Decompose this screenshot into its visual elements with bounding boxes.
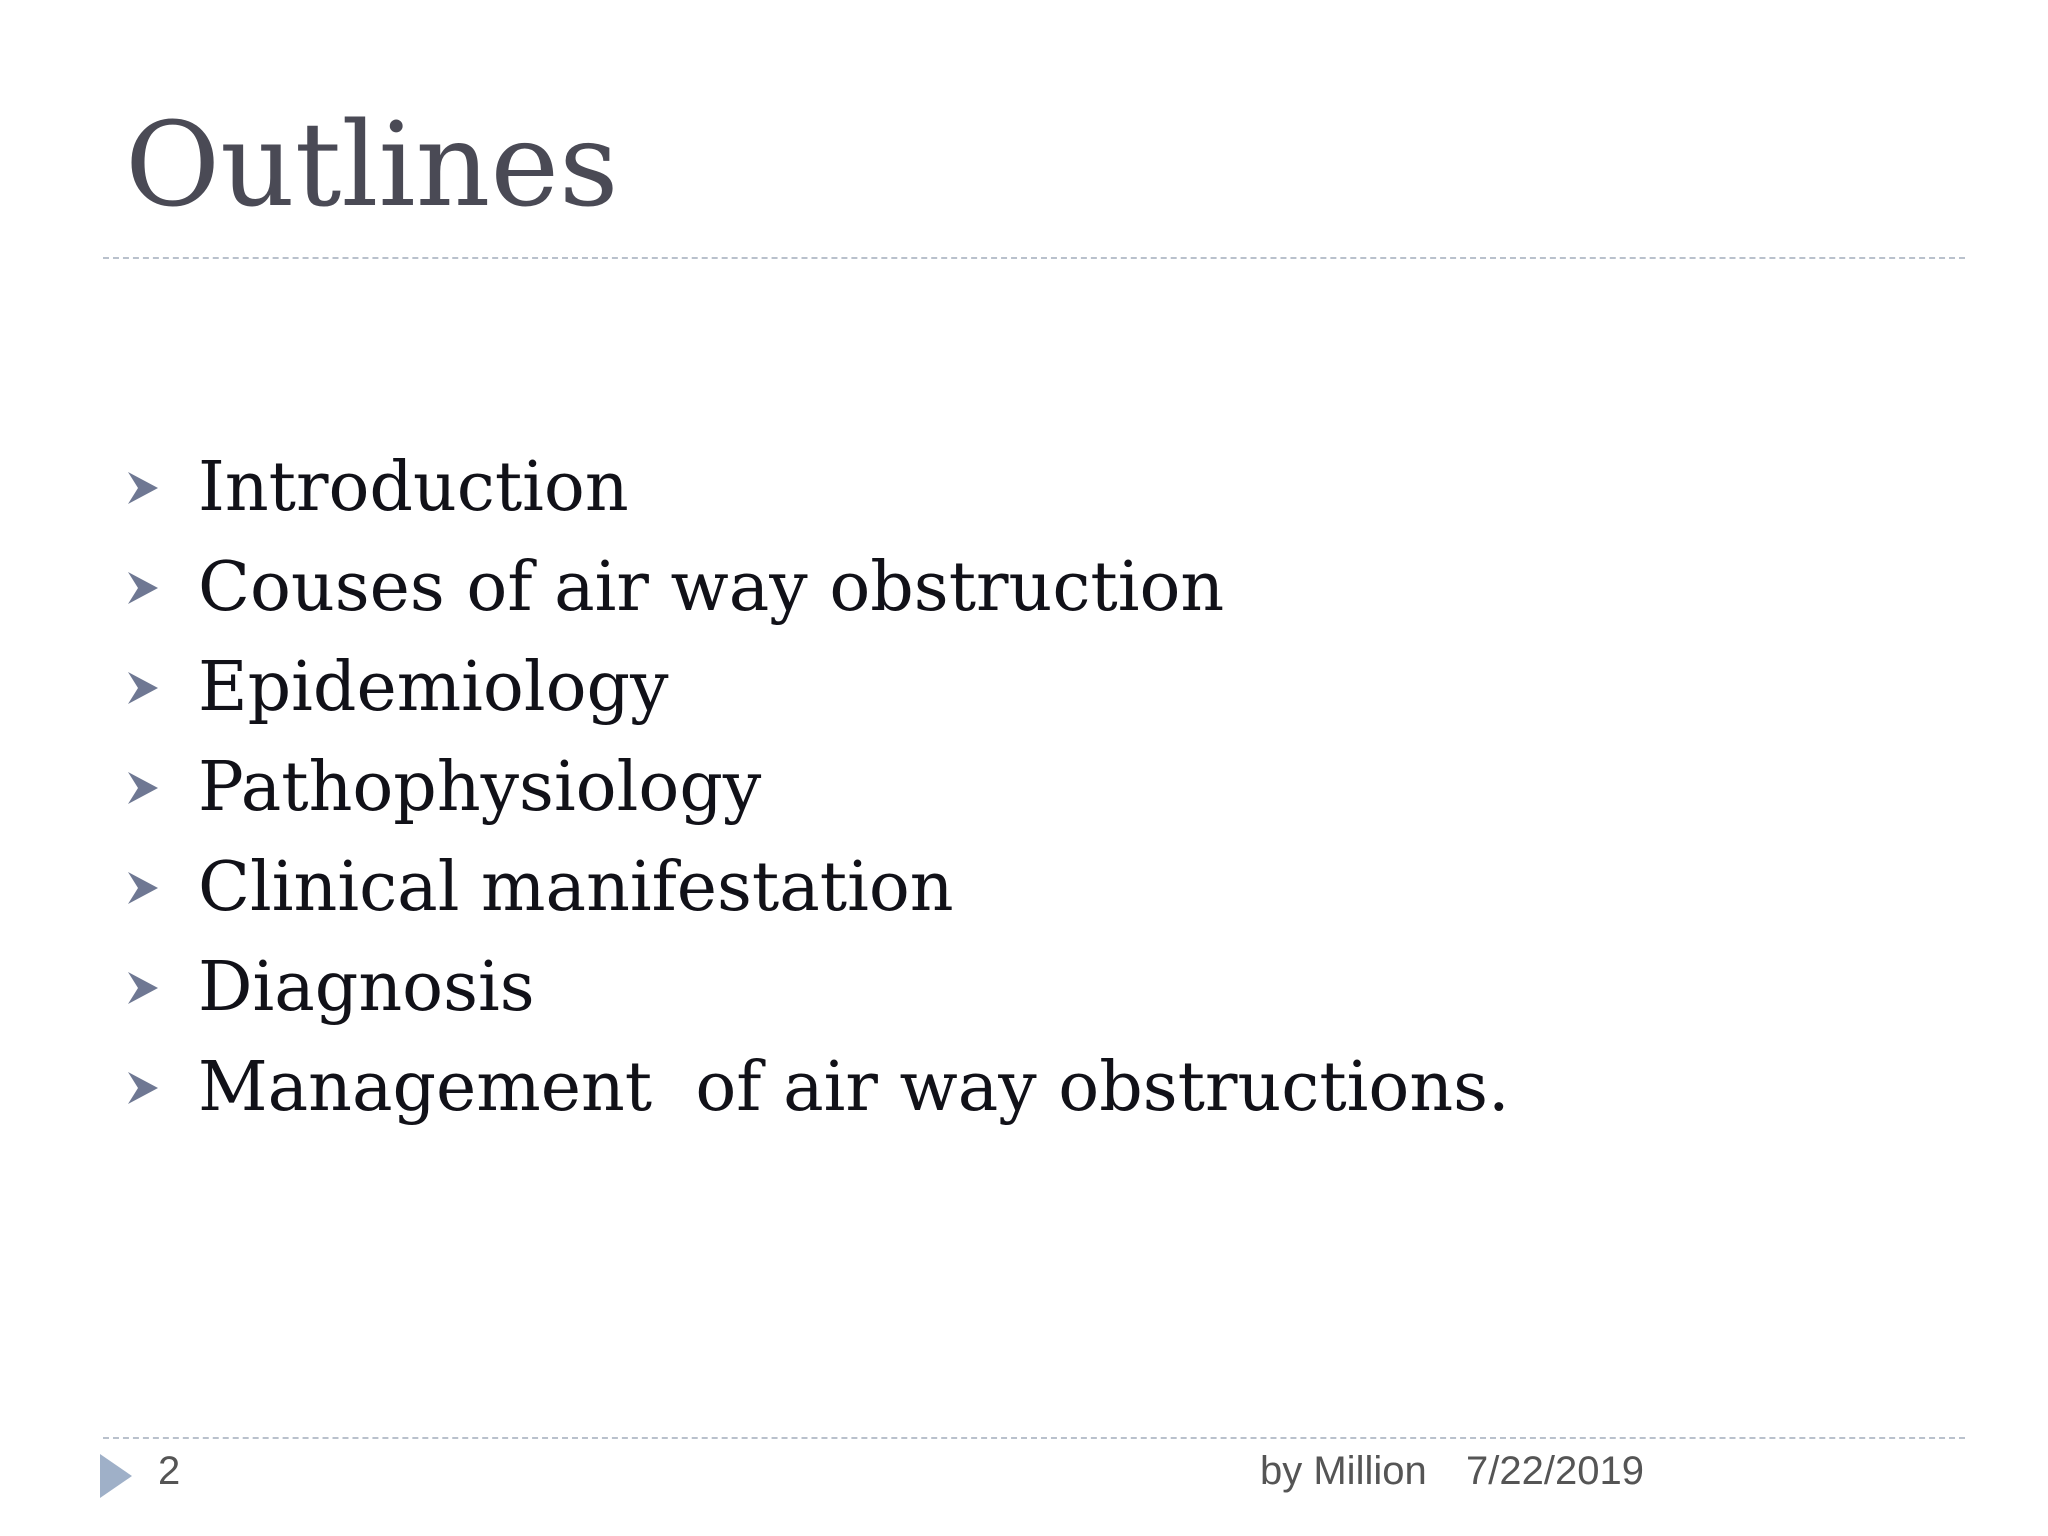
list-item	[126, 638, 1510, 738]
list-item	[126, 538, 1510, 638]
arrowhead-bullet-icon	[126, 768, 160, 808]
footer-divider	[103, 1437, 1965, 1439]
list-item	[126, 938, 1510, 1038]
bullet-text: Diagnosis	[198, 948, 535, 1027]
triangle-right-icon	[100, 1454, 132, 1498]
footer-date: 7/22/2019	[1466, 1449, 1644, 1493]
list-item	[126, 738, 1510, 838]
slide-title: Outlines	[125, 98, 619, 233]
arrowhead-bullet-icon	[126, 668, 160, 708]
list-item	[126, 838, 1510, 938]
arrowhead-bullet-icon	[126, 1068, 160, 1108]
list-item	[126, 438, 1510, 538]
arrowhead-bullet-icon	[126, 468, 160, 508]
title-divider	[103, 257, 1965, 259]
bullet-text: Couses of air way obstruction	[198, 548, 1225, 627]
bullet-text: Clinical manifestation	[198, 848, 954, 927]
bullet-text: Introduction	[198, 448, 629, 527]
list-item	[126, 1038, 1510, 1138]
arrowhead-bullet-icon	[126, 968, 160, 1008]
arrowhead-bullet-icon	[126, 868, 160, 908]
slide-number: 2	[158, 1449, 181, 1493]
arrowhead-bullet-icon	[126, 568, 160, 608]
bullet-text: Epidemiology	[198, 648, 669, 727]
footer-author: by Million	[1260, 1449, 1427, 1493]
bullet-list	[126, 438, 1510, 1138]
bullet-text: Management of air way obstructions.	[198, 1048, 1510, 1127]
bullet-text: Pathophysiology	[198, 748, 762, 827]
